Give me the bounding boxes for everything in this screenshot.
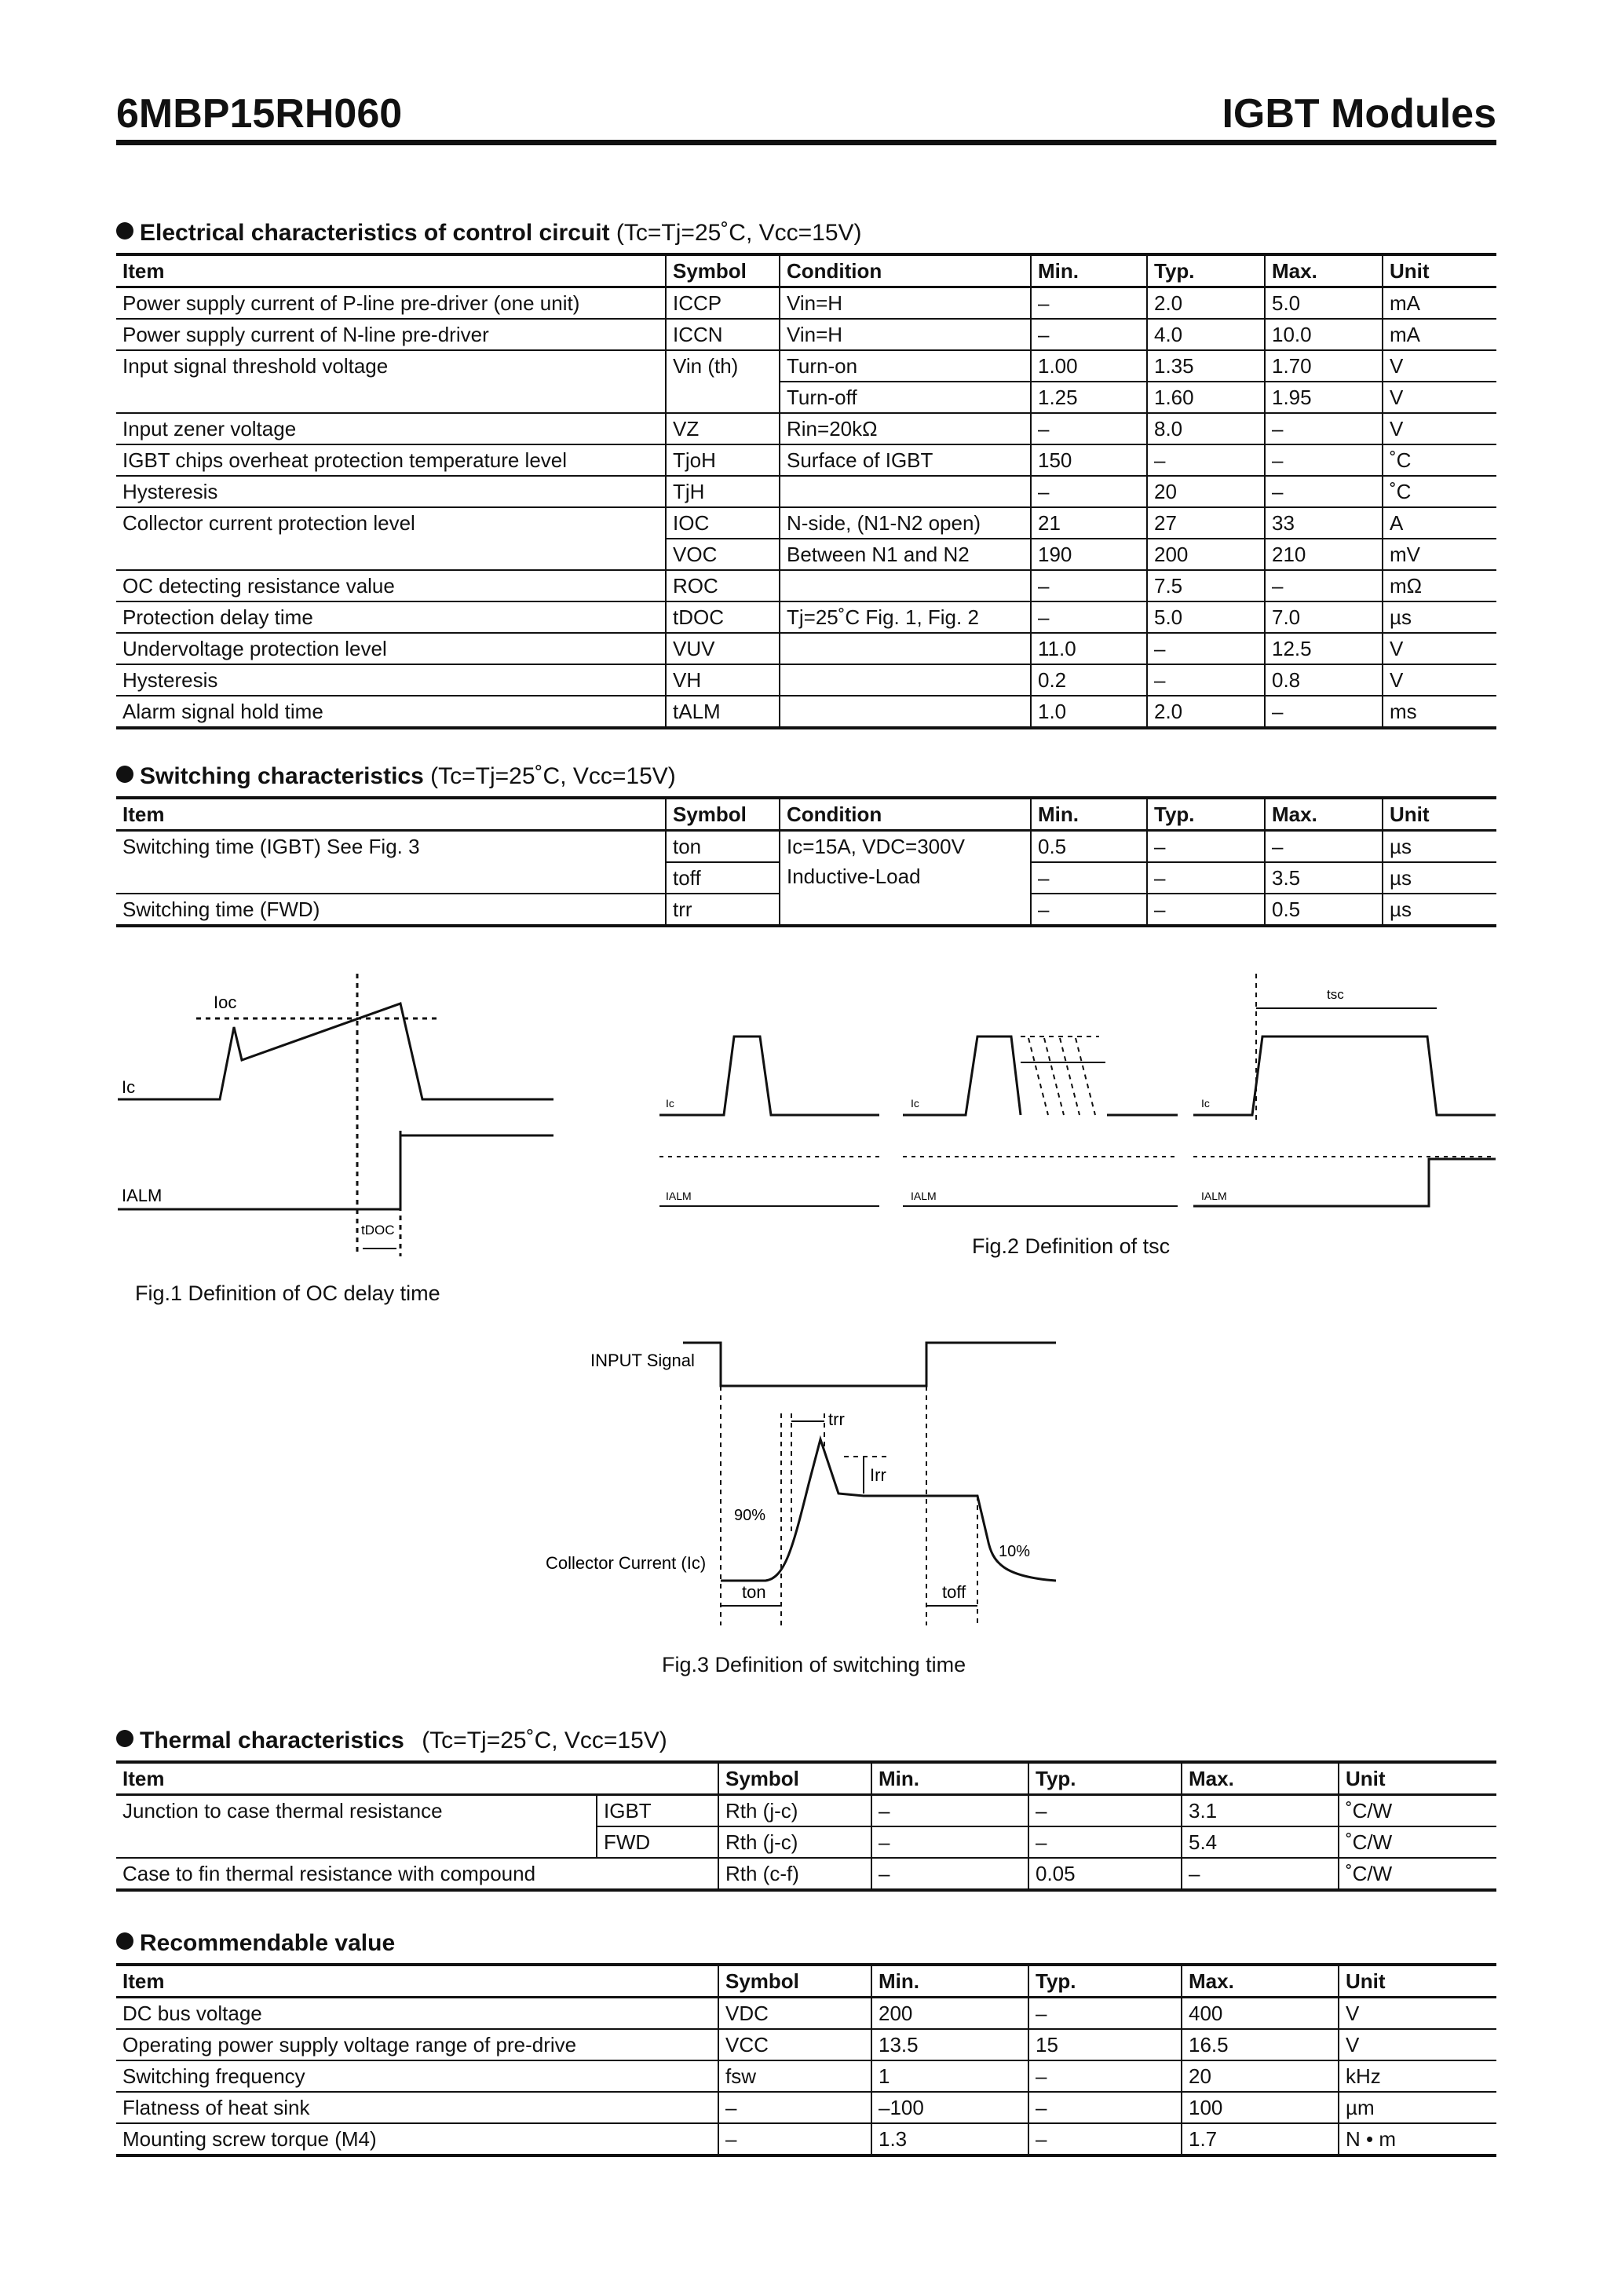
section-title: Electrical characteristics of control circuit xyxy=(140,220,610,246)
cell-unit: µm xyxy=(1339,2092,1496,2123)
cell-max: 210 xyxy=(1265,539,1383,570)
fig3-diagram xyxy=(0,1327,1622,1641)
fig2-label-ic: Ic xyxy=(1201,1097,1210,1110)
column-header: Unit xyxy=(1383,254,1496,287)
cell-min: –100 xyxy=(871,2092,1028,2123)
cell-min: – xyxy=(1031,894,1147,926)
cell-unit: mA xyxy=(1383,287,1496,320)
cell-min: 1.0 xyxy=(1031,696,1147,728)
cell-condition xyxy=(780,696,1031,728)
cell-min: – xyxy=(871,1858,1028,1890)
fig3-label-90: 90% xyxy=(734,1507,766,1524)
cell-condition: Turn-off xyxy=(780,382,1031,413)
cell-condition: Surface of IGBT xyxy=(780,444,1031,476)
cell-item: Switching time (IGBT) See Fig. 3 xyxy=(116,831,666,894)
column-header: Typ. xyxy=(1147,798,1265,831)
column-header: Max. xyxy=(1182,1762,1339,1795)
fig3-label-collector: Collector Current (Ic) xyxy=(546,1553,707,1573)
fig1-label-ioc: Ioc xyxy=(214,993,237,1012)
cell-condition: Between N1 and N2 xyxy=(780,539,1031,570)
cell-typ: – xyxy=(1147,862,1265,894)
fig2-label-ialm: IALM xyxy=(911,1190,937,1202)
cell-item: Input zener voltage xyxy=(116,413,666,444)
cell-item: Protection delay time xyxy=(116,601,666,633)
fig2-ic-waveform xyxy=(1193,1036,1496,1115)
cell-condition: Vin=H xyxy=(780,319,1031,350)
table-row xyxy=(116,1858,1496,1890)
cell-item: IGBT chips overheat protection temperature level xyxy=(116,444,666,476)
table-header-row xyxy=(116,254,1496,287)
cell-typ: – xyxy=(1147,444,1265,476)
cell-typ: 1.35 xyxy=(1147,350,1265,382)
cell-item: Power supply current of P-line pre-driver (one unit) xyxy=(116,287,666,320)
cell-max: 16.5 xyxy=(1182,2029,1339,2060)
bullet-icon xyxy=(116,222,133,239)
cell-symbol: – xyxy=(718,2123,871,2155)
cell-unit: V xyxy=(1339,2029,1496,2060)
section-conditions: (Tc=Tj=25˚C, Vcc=15V) xyxy=(616,220,862,246)
cell-symbol: TjH xyxy=(666,476,780,507)
cell-condition xyxy=(780,831,1031,927)
fig2-label-tsc: tsc xyxy=(1327,987,1344,1002)
cell-typ: 1.60 xyxy=(1147,382,1265,413)
cell-symbol: trr xyxy=(666,894,780,926)
cell-symbol: VUV xyxy=(666,633,780,664)
cell-unit: N • m xyxy=(1339,2123,1496,2155)
cell-max: 10.0 xyxy=(1265,319,1383,350)
column-header: Unit xyxy=(1383,798,1496,831)
cell-condition: Turn-on xyxy=(780,350,1031,382)
cell-max: – xyxy=(1265,696,1383,728)
column-header: Min. xyxy=(1031,254,1147,287)
cell-unit: µs xyxy=(1383,601,1496,633)
cell-unit: ˚C xyxy=(1383,444,1496,476)
bullet-icon xyxy=(116,1730,133,1747)
table-header-row xyxy=(116,1965,1496,1998)
cell-unit: V xyxy=(1383,382,1496,413)
table-row xyxy=(116,570,1496,601)
fig2-ic-waveform xyxy=(659,1036,879,1115)
column-header: Item xyxy=(116,1965,718,1998)
cell-min: 11.0 xyxy=(1031,633,1147,664)
cell-max: 5.4 xyxy=(1182,1826,1339,1858)
table-row xyxy=(116,476,1496,507)
cell-typ: – xyxy=(1147,894,1265,926)
fig1-label-ialm: IALM xyxy=(122,1186,163,1205)
cell-item: OC detecting resistance value xyxy=(116,570,666,601)
section-title: Recommendable value xyxy=(140,1930,396,1956)
part-number: 6MBP15RH060 xyxy=(116,91,403,137)
cell-max: 5.0 xyxy=(1265,287,1383,320)
cell-unit: ˚C/W xyxy=(1339,1826,1496,1858)
cell-item: Case to fin thermal resistance with compound xyxy=(116,1858,718,1890)
cell-min: 21 xyxy=(1031,507,1147,539)
cell-item: Operating power supply voltage range of pre-drive xyxy=(116,2029,718,2060)
cell-max: – xyxy=(1265,444,1383,476)
cell-min: 190 xyxy=(1031,539,1147,570)
cell-symbol: – xyxy=(718,2092,871,2123)
table-row xyxy=(116,2092,1496,2123)
column-header: Min. xyxy=(871,1762,1028,1795)
cell-symbol: tDOC xyxy=(666,601,780,633)
cell-condition xyxy=(780,476,1031,507)
cell-typ: 2.0 xyxy=(1147,287,1265,320)
column-header: Max. xyxy=(1265,254,1383,287)
cell-max: – xyxy=(1265,476,1383,507)
control-circuit-table xyxy=(116,253,1496,729)
cell-unit: ms xyxy=(1383,696,1496,728)
cell-typ: – xyxy=(1028,1795,1182,1827)
cell-subitem: FWD xyxy=(597,1826,718,1858)
column-header: Min. xyxy=(871,1965,1028,1998)
cell-symbol: TjoH xyxy=(666,444,780,476)
cell-typ: 2.0 xyxy=(1147,696,1265,728)
header-rule xyxy=(116,140,1496,145)
table-row xyxy=(116,444,1496,476)
cell-min: 200 xyxy=(871,1998,1028,2030)
column-header: Max. xyxy=(1182,1965,1339,1998)
section-title: Switching characteristics xyxy=(140,763,424,789)
table-header-row xyxy=(116,1762,1496,1795)
cell-condition xyxy=(780,570,1031,601)
fig1-ialm-waveform xyxy=(118,1135,553,1209)
fig2-label-ic: Ic xyxy=(911,1097,919,1110)
cell-max: 20 xyxy=(1182,2060,1339,2092)
section-conditions: (Tc=Tj=25˚C, Vcc=15V) xyxy=(422,1727,667,1753)
cell-symbol: tALM xyxy=(666,696,780,728)
cell-max: – xyxy=(1182,1858,1339,1890)
column-header: Unit xyxy=(1339,1965,1496,1998)
column-header: Typ. xyxy=(1147,254,1265,287)
cell-min: 150 xyxy=(1031,444,1147,476)
section-conditions: (Tc=Tj=25˚C, Vcc=15V) xyxy=(430,763,676,789)
table-row xyxy=(116,601,1496,633)
cell-symbol: VCC xyxy=(718,2029,871,2060)
cell-max: 12.5 xyxy=(1265,633,1383,664)
cell-unit: kHz xyxy=(1339,2060,1496,2092)
cell-symbol: Vin (th) xyxy=(666,350,780,413)
cell-min: – xyxy=(1031,862,1147,894)
cell-max: 33 xyxy=(1265,507,1383,539)
column-header: Symbol xyxy=(666,254,780,287)
table-header-row xyxy=(116,798,1496,831)
column-header: Unit xyxy=(1339,1762,1496,1795)
cell-typ: – xyxy=(1147,664,1265,696)
cell-item: DC bus voltage xyxy=(116,1998,718,2030)
cell-max: 3.1 xyxy=(1182,1795,1339,1827)
cell-min: 1.25 xyxy=(1031,382,1147,413)
thermal-table xyxy=(116,1760,1496,1892)
column-header: Typ. xyxy=(1028,1762,1182,1795)
cell-max: 0.8 xyxy=(1265,664,1383,696)
cell-max: – xyxy=(1265,570,1383,601)
cell-typ: – xyxy=(1028,2060,1182,2092)
column-header: Typ. xyxy=(1028,1965,1182,1998)
table-row xyxy=(116,507,1496,539)
cell-symbol: fsw xyxy=(718,2060,871,2092)
cell-typ: 27 xyxy=(1147,507,1265,539)
fig3-label-ton: ton xyxy=(742,1582,766,1602)
cell-min: – xyxy=(1031,476,1147,507)
section-thermal-title xyxy=(116,1727,667,1754)
table-row xyxy=(116,2123,1496,2155)
cell-item: Hysteresis xyxy=(116,664,666,696)
cell-typ: – xyxy=(1028,1826,1182,1858)
cell-condition xyxy=(780,664,1031,696)
cell-unit: V xyxy=(1383,633,1496,664)
cell-typ: – xyxy=(1147,831,1265,863)
fig1-ic-waveform xyxy=(118,1004,553,1099)
fig3-label-irr: Irr xyxy=(870,1465,886,1485)
fig1-caption: Fig.1 Definition of OC delay time xyxy=(135,1281,440,1305)
bullet-icon xyxy=(116,766,133,783)
cell-max: 7.0 xyxy=(1265,601,1383,633)
cell-min: – xyxy=(1031,570,1147,601)
cell-max: – xyxy=(1265,831,1383,863)
cell-min: – xyxy=(871,1826,1028,1858)
cell-typ: 4.0 xyxy=(1147,319,1265,350)
cell-unit: µs xyxy=(1383,862,1496,894)
cell-typ: 20 xyxy=(1147,476,1265,507)
bullet-icon xyxy=(116,1932,133,1950)
cell-max: 0.5 xyxy=(1265,894,1383,926)
cell-typ: 7.5 xyxy=(1147,570,1265,601)
cell-min: 0.2 xyxy=(1031,664,1147,696)
column-header: Condition xyxy=(780,798,1031,831)
cell-unit: µs xyxy=(1383,894,1496,926)
cell-unit: A xyxy=(1383,507,1496,539)
cell-typ: 0.05 xyxy=(1028,1858,1182,1890)
cell-symbol: Rth (c-f) xyxy=(718,1858,871,1890)
cell-min: 0.5 xyxy=(1031,831,1147,863)
cell-unit: V xyxy=(1339,1998,1496,2030)
cell-item: Collector current protection level xyxy=(116,507,666,570)
section-control-circuit-title xyxy=(116,220,862,247)
fig1-fig2-diagrams xyxy=(0,958,1622,1335)
table-row xyxy=(116,633,1496,664)
cell-item: Hysteresis xyxy=(116,476,666,507)
table-row xyxy=(116,413,1496,444)
cell-unit: mA xyxy=(1383,319,1496,350)
cell-symbol: Rth (j-c) xyxy=(718,1826,871,1858)
cell-max: – xyxy=(1265,413,1383,444)
cell-min: – xyxy=(1031,287,1147,320)
switching-table xyxy=(116,796,1496,927)
cell-typ: – xyxy=(1147,633,1265,664)
cell-unit: V xyxy=(1383,350,1496,382)
cell-min: – xyxy=(871,1795,1028,1827)
fig3-label-trr: trr xyxy=(828,1409,845,1429)
cell-max: 1.7 xyxy=(1182,2123,1339,2155)
cell-symbol: ICCP xyxy=(666,287,780,320)
column-header: Max. xyxy=(1265,798,1383,831)
cell-condition: Tj=25˚C Fig. 1, Fig. 2 xyxy=(780,601,1031,633)
cell-subitem: IGBT xyxy=(597,1795,718,1827)
cell-min: – xyxy=(1031,319,1147,350)
table-row xyxy=(116,664,1496,696)
cell-item: Mounting screw torque (M4) xyxy=(116,2123,718,2155)
cell-symbol: IOC xyxy=(666,507,780,539)
fig3-label-10: 10% xyxy=(999,1543,1031,1560)
fig2-caption: Fig.2 Definition of tsc xyxy=(972,1234,1171,1258)
product-type: IGBT Modules xyxy=(1222,91,1496,137)
cell-max: 1.95 xyxy=(1265,382,1383,413)
table-row xyxy=(116,696,1496,728)
column-header: Item xyxy=(116,1762,718,1795)
cell-symbol: VOC xyxy=(666,539,780,570)
cell-symbol: toff xyxy=(666,862,780,894)
cell-symbol: VDC xyxy=(718,1998,871,2030)
cell-min: 13.5 xyxy=(871,2029,1028,2060)
table-row xyxy=(116,2029,1496,2060)
fig1-label-tdoc: tDOC xyxy=(361,1223,395,1238)
cell-symbol: ROC xyxy=(666,570,780,601)
cell-typ: 8.0 xyxy=(1147,413,1265,444)
section-recommendable-title xyxy=(116,1930,395,1957)
fig2-ialm-waveform xyxy=(1193,1159,1496,1206)
cell-min: – xyxy=(1031,601,1147,633)
table-row xyxy=(116,2060,1496,2092)
cell-max: 100 xyxy=(1182,2092,1339,2123)
cell-typ: – xyxy=(1028,2123,1182,2155)
table-row xyxy=(116,350,1496,382)
fig3-caption: Fig.3 Definition of switching time xyxy=(662,1653,966,1676)
cell-condition: N-side, (N1-N2 open) xyxy=(780,507,1031,539)
table-row xyxy=(116,1795,1496,1827)
cell-symbol: VH xyxy=(666,664,780,696)
cell-typ: 200 xyxy=(1147,539,1265,570)
cell-condition: Rin=20kΩ xyxy=(780,413,1031,444)
cell-item: Switching time (FWD) xyxy=(116,894,666,926)
cell-symbol: ton xyxy=(666,831,780,863)
cell-condition xyxy=(780,633,1031,664)
table-row xyxy=(116,831,1496,863)
column-header: Min. xyxy=(1031,798,1147,831)
cell-unit: µs xyxy=(1383,831,1496,863)
cell-unit: ˚C/W xyxy=(1339,1858,1496,1890)
cell-item: Undervoltage protection level xyxy=(116,633,666,664)
condition-line: Inductive-Load xyxy=(787,865,921,888)
cell-item: Flatness of heat sink xyxy=(116,2092,718,2123)
table-row xyxy=(116,1998,1496,2030)
cell-typ: – xyxy=(1028,2092,1182,2123)
cell-typ: – xyxy=(1028,1998,1182,2030)
fig2-label-ialm: IALM xyxy=(1201,1190,1227,1202)
cell-min: 1.3 xyxy=(871,2123,1028,2155)
cell-max: 400 xyxy=(1182,1998,1339,2030)
cell-symbol: ICCN xyxy=(666,319,780,350)
cell-symbol: Rth (j-c) xyxy=(718,1795,871,1827)
cell-unit: ˚C xyxy=(1383,476,1496,507)
section-title: Thermal characteristics xyxy=(140,1727,404,1753)
cell-item: Alarm signal hold time xyxy=(116,696,666,728)
fig3-label-toff: toff xyxy=(942,1582,966,1602)
fig3-label-input: INPUT Signal xyxy=(590,1351,695,1370)
cell-min: – xyxy=(1031,413,1147,444)
cell-item: Junction to case thermal resistance xyxy=(116,1795,597,1859)
cell-item: Switching frequency xyxy=(116,2060,718,2092)
section-switching-title xyxy=(116,763,676,790)
cell-item: Input signal threshold voltage xyxy=(116,350,666,413)
column-header: Symbol xyxy=(666,798,780,831)
table-row xyxy=(116,319,1496,350)
cell-typ: 5.0 xyxy=(1147,601,1265,633)
fig2-label-ic: Ic xyxy=(666,1097,674,1110)
cell-typ: 15 xyxy=(1028,2029,1182,2060)
cell-condition: Vin=H xyxy=(780,287,1031,320)
condition-line: Ic=15A, VDC=300V xyxy=(787,835,965,858)
cell-unit: mΩ xyxy=(1383,570,1496,601)
cell-max: 1.70 xyxy=(1265,350,1383,382)
column-header: Symbol xyxy=(718,1965,871,1998)
column-header: Item xyxy=(116,798,666,831)
cell-symbol: VZ xyxy=(666,413,780,444)
column-header: Item xyxy=(116,254,666,287)
fig2-label-ialm: IALM xyxy=(666,1190,692,1202)
cell-min: 1.00 xyxy=(1031,350,1147,382)
table-row xyxy=(116,287,1496,320)
cell-unit: ˚C/W xyxy=(1339,1795,1496,1827)
cell-unit: mV xyxy=(1383,539,1496,570)
fig2-ic-waveform xyxy=(903,1036,1021,1115)
cell-unit: V xyxy=(1383,664,1496,696)
cell-min: 1 xyxy=(871,2060,1028,2092)
recommendable-table xyxy=(116,1963,1496,2157)
column-header: Condition xyxy=(780,254,1031,287)
cell-unit: V xyxy=(1383,413,1496,444)
column-header: Symbol xyxy=(718,1762,871,1795)
fig1-label-ic: Ic xyxy=(122,1077,136,1097)
fig3-input-waveform xyxy=(683,1343,1056,1386)
cell-max: 3.5 xyxy=(1265,862,1383,894)
cell-item: Power supply current of N-line pre-driver xyxy=(116,319,666,350)
